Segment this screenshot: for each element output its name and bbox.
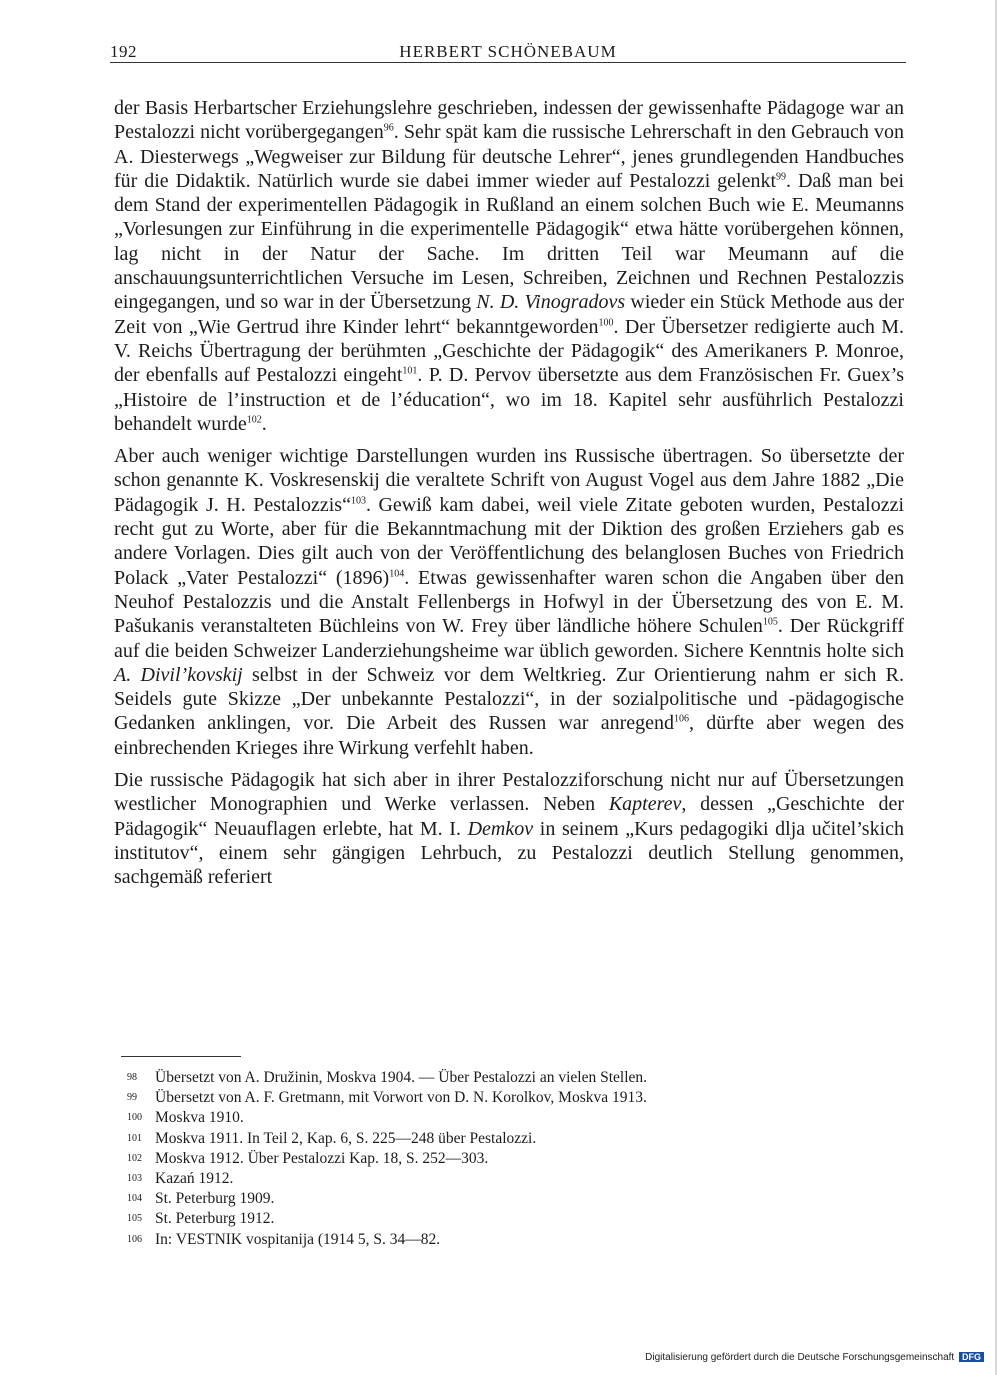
footnote-text: Übersetzt von A. F. Gretmann, mit Vorwort von D. N. Korolkov, Moskva 1913. [155,1089,647,1107]
footnote [127,1068,887,1088]
footnote-number: 101 [127,1132,142,1144]
italic-name: N. D. Vinogradovs [476,291,626,314]
text-run: . P. D. Pervov übersetzte aus dem Französischen Fr. Guex’s „Histoire de l’instruction et de l’éducation“, wo im 18. Kapitel sehr ausführlich Pestalozzi behandelt wurde [114,364,904,435]
footnote-reference: 102 [246,414,262,426]
footnote-text: Moskva 1911. In Teil 2, Kap. 6, S. 225—248 über Pestalozzi. [155,1129,537,1147]
footnote-text: In: VESTNIK vospitanija (1914 5, S. 34—82. [155,1230,441,1248]
text-run: . Etwas gewissenhafter waren schon die Angaben über den Neuhof Pestalozzis und die Anstalt Fellenbergs in Hofwyl in der Übersetzung des von E. M. Pašukanis veranstalteten Büchleins von W. Frey über ländliche höhere Schulen [114,566,904,638]
italic-name: Kapterev [608,793,682,816]
footnote [127,1088,887,1108]
footnote-reference: 101 [402,365,418,377]
footnotes [127,1068,887,1250]
italic-name: Demkov [467,817,534,840]
footnote-reference: 105 [762,616,778,628]
footnote-number: 99 [127,1092,137,1104]
text-run: , dessen „Geschichte der Pädagogik“ Neuauflagen erlebte, hat M. I. [114,793,904,840]
dfg-credit-text: Digitalisierung gefördert durch die Deutsche Forschungsgemeinschaft [645,1352,955,1363]
text-run: in seinem „Kurs pedagogiki dlja učitel’skich institutov“, einem sehr gängigen Lehrbuch, zu Pestalozzi deutlich Stellung genommen, sachgemäß referiert [114,817,905,889]
text-run: . Gewiß kam dabei, weil viele Zitate geboten wurden, Pestalozzi recht gut zu Worte, aber für die Bekanntmachung mit der Diktion des großen Erziehers gab es andere Vorlagen. Dies gilt auch von der Veröffentlichung des belanglosen Buches von Friedrich Polack „Vater Pestalozzi“ (1896) [114,493,905,589]
footnote-separator [121,1056,241,1057]
footnote [127,1230,887,1250]
text-run: . Der Übersetzer redigierte auch M. V. Reichs Übertragung der berühmten „Geschichte der Pädagogik“ des Amerikaners P. Monroe, der ebenfalls auf Pestalozzi eingeht [114,315,904,387]
footnote-number: 106 [127,1233,142,1245]
footnote-reference: 100 [598,317,614,329]
body-paragraph [114,768,904,889]
footnote-text: St. Peterburg 1912. [155,1210,275,1228]
footnote [127,1149,887,1169]
footnote-text: Moskva 1912. Über Pestalozzi Kap. 18, S. 252—303. [155,1149,489,1167]
footnote [127,1169,887,1189]
body-paragraph [114,444,904,760]
text-run: Die russische Pädagogik hat sich aber in ihrer Pestalozziforschung nicht nur auf Übersetzungen westlicher Monographien und Werke verlassen. Neben [114,769,904,816]
footnote-number: 105 [127,1213,142,1225]
footnote-text: St. Peterburg 1909. [155,1190,275,1208]
page-number: 192 [110,42,137,61]
footnote-reference: 104 [389,567,405,579]
text-run: wieder ein Stück Methode aus der Zeit von „Wie Gertrud ihre Kinder lehrt“ bekanntgeworden [114,291,904,338]
text-run: der Basis Herbartscher Erziehungslehre geschrieben, indessen der gewissenhafte Pädagoge war an Pestalozzi nicht vorübergegangen [114,97,904,144]
footnote-number: 102 [127,1152,142,1164]
footnote-text: Kazań 1912. [155,1169,234,1187]
footnote-number: 98 [127,1072,137,1083]
footnote [127,1189,887,1209]
dfg-credit [645,1352,984,1363]
page-header [110,38,906,63]
footnote-reference: 99 [776,171,787,183]
footnote [127,1209,887,1229]
dfg-logo: DFG [959,1352,984,1362]
text-run: . Der Rückgriff auf die beiden Schweizer Landerziehungsheime war üblich geworden. Sichere Kenntnis holte sich [114,615,904,662]
footnote [127,1129,887,1149]
footnote-number: 104 [127,1193,142,1205]
text-run: . Sehr spät kam die russische Lehrerschaft in den Gebrauch von A. Diesterwegs „Wegweiser zur Bildung für deutsche Lehrer“, jenes grundlegenden Handbuches für die Didaktik. Natürlich wurde sie dabei immer wieder auf Pestalozzi gelenkt [114,121,905,192]
footnote-reference: 103 [350,495,366,507]
footnote-text: Moskva 1910. [155,1109,244,1127]
footnote-reference: 106 [674,713,689,725]
footnote [127,1108,887,1128]
footnote-number: 100 [127,1112,142,1124]
body-text [114,96,904,890]
body-paragraph [114,96,904,436]
text-run: Aber auch weniger wichtige Darstellungen wurden ins Russische übertragen. So übersetzte der schon genannte K. Voskresenskij die veraltete Schrift von August Vogel aus dem Jahre 1882 „Die Pädagogik J. H. Pestalozzis“ [114,445,904,516]
footnote-text: Übersetzt von A. Družinin, Moskva 1904. — Über Pestalozzi an vielen Stellen. [155,1069,648,1086]
footnote-number: 103 [127,1172,142,1184]
text-run: , dürfte aber wegen des einbrechenden Krieges ihre Wirkung verfehlt haben. [114,712,904,759]
italic-name: A. Divil’kovskij [114,663,243,686]
footnote-reference: 96 [383,122,394,134]
scan-edge-line [995,0,997,1375]
text-run: selbst in der Schweiz vor dem Weltkrieg. Zur Orientierung nahm er sich R. Seidels gute Skizze „Der unbekannte Pestalozzi“, in der sozialpolitische und -pädagogische Gedanken anklingen, vor. Die Arbeit des Russen war anregend [114,663,904,735]
running-head: HERBERT SCHÖNEBAUM [399,42,617,61]
text-run: . [261,412,267,435]
text-run: . Daß man bei dem Stand der experimentellen Pädagogik in Rußland an einem solchen Buch wie E. Meumanns „Vorlesungen zur Einführung in die experimentelle Pädagogik“ etwa hätte vorübergehen können, lag nicht in der Natur der Sache. Im dritten Teil war Meumann auf die anschauungsunterrichtlichen Versuche im Lesen, Schreiben, Zeichnen und Rechnen Pestalozzis eingegangen, und so war in der Übersetzung [114,169,905,314]
